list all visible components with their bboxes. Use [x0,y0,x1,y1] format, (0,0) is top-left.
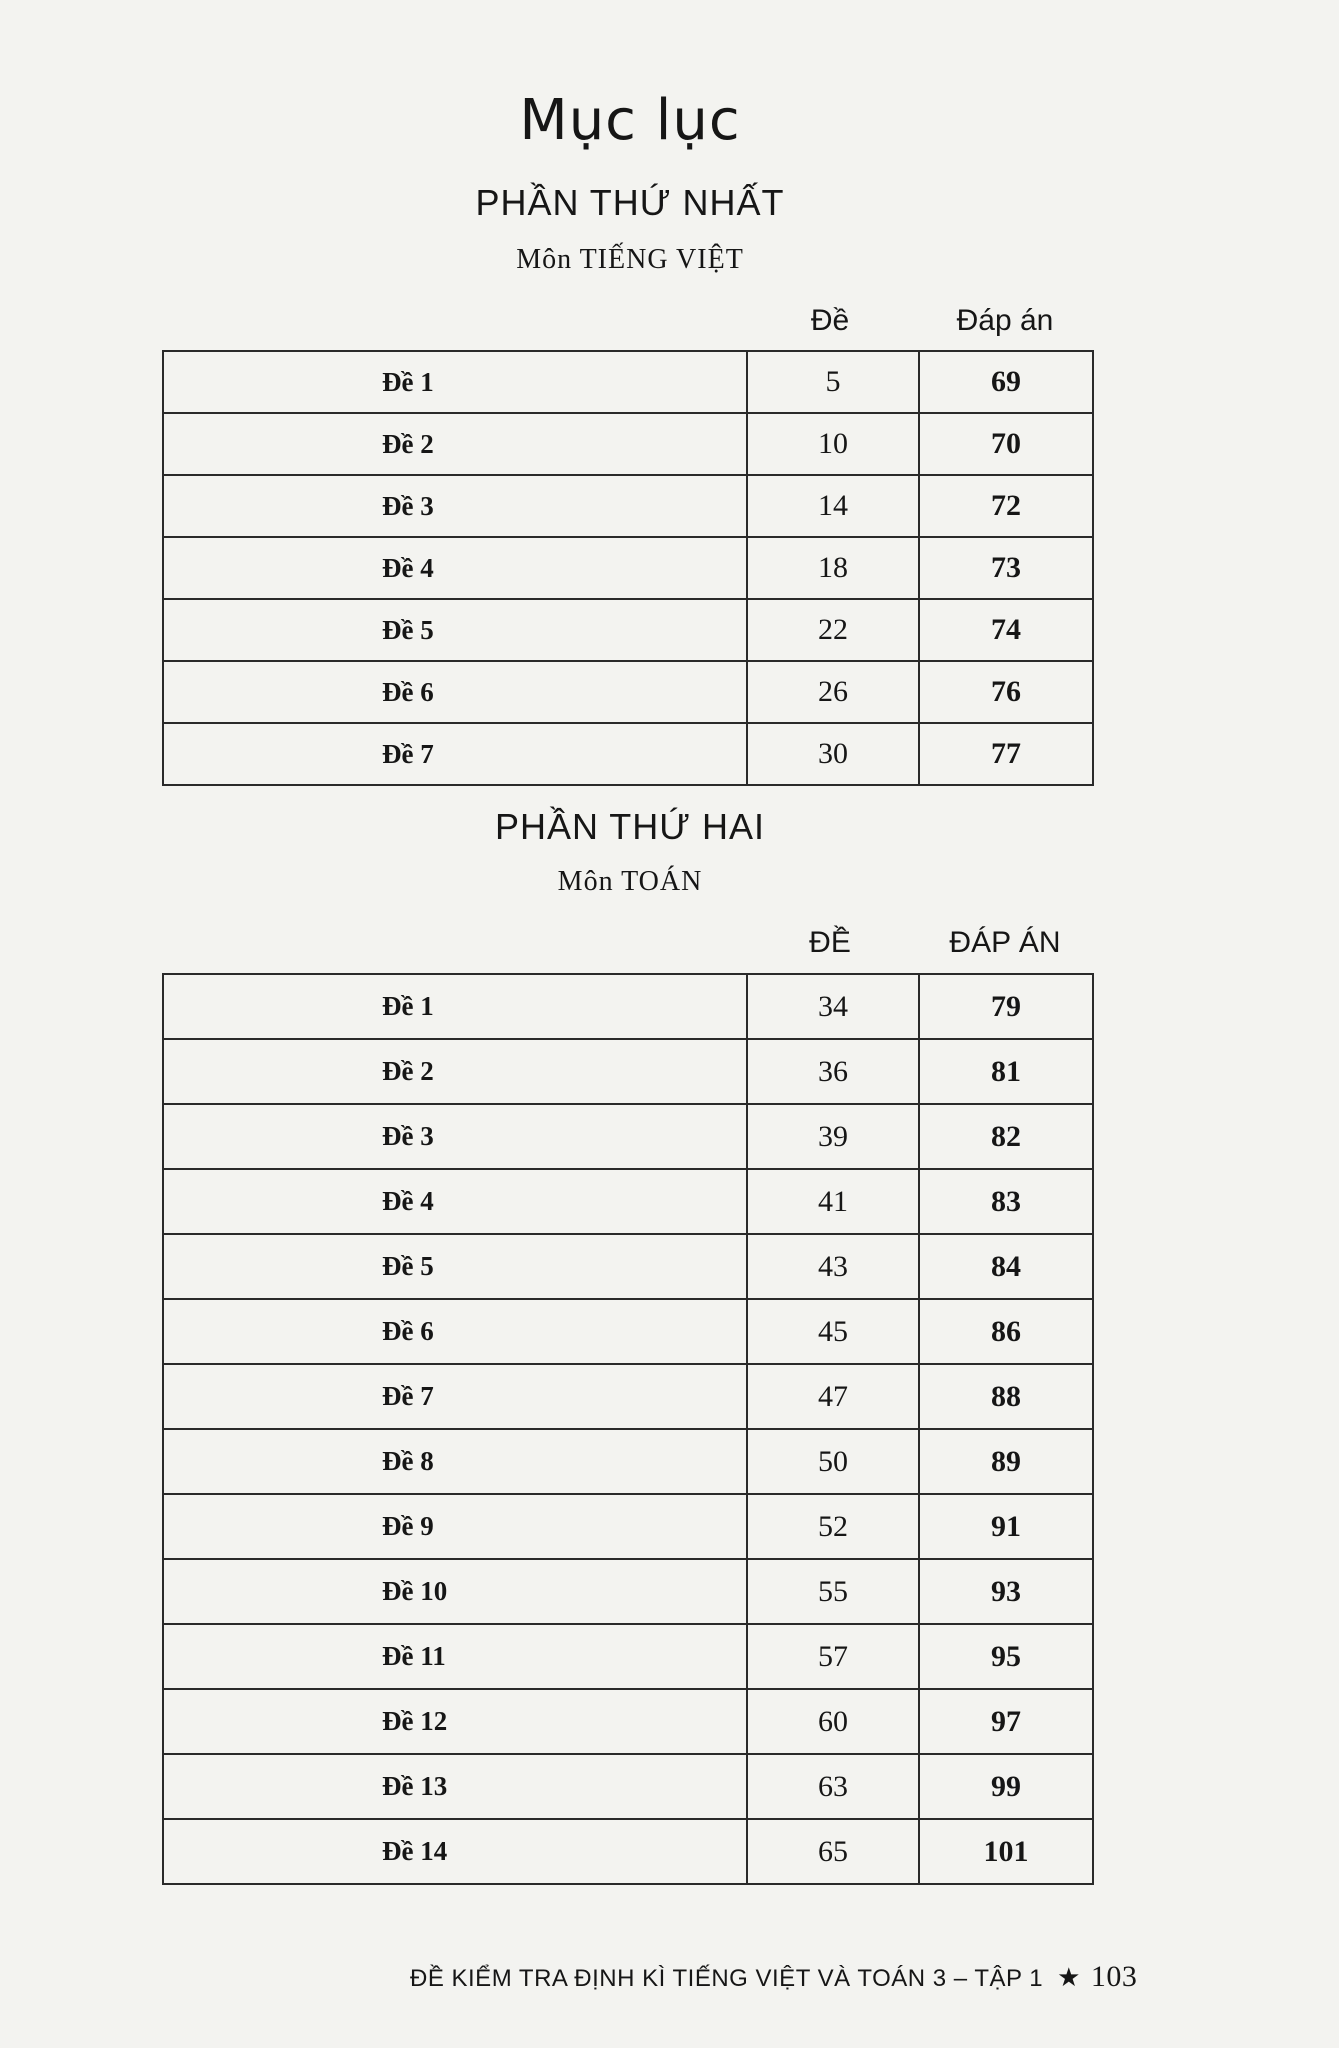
toc-entry-label: Đề 5 [163,599,747,661]
toc-entry-label: Đề 9 [163,1494,747,1559]
toc-entry-label: Đề 6 [163,1299,747,1364]
toc-entry-page: 52 [747,1494,919,1559]
part1-toc-table [162,350,1094,786]
toc-entry-answer-page: 82 [919,1104,1093,1169]
part1-toc-body [163,351,1093,785]
toc-entry-page: 55 [747,1559,919,1624]
toc-entry-answer-page: 89 [919,1429,1093,1494]
toc-entry-answer-page: 76 [919,661,1093,723]
toc-entry-page: 47 [747,1364,919,1429]
toc-row [163,1754,1093,1819]
toc-row [163,723,1093,785]
toc-row [163,974,1093,1039]
toc-entry-label: Đề 14 [163,1819,747,1884]
toc-entry-page: 30 [747,723,919,785]
toc-entry-label: Đề 8 [163,1429,747,1494]
part2-col-de-header: ĐỀ [809,926,851,959]
toc-entry-label: Đề 13 [163,1754,747,1819]
toc-entry-answer-page: 72 [919,475,1093,537]
toc-row [163,413,1093,475]
toc-entry-page: 5 [747,351,919,413]
toc-entry-label: Đề 7 [163,1364,747,1429]
part2-toc-body [163,974,1093,1884]
toc-entry-label: Đề 7 [163,723,747,785]
toc-entry-page: 14 [747,475,919,537]
toc-entry-answer-page: 81 [919,1039,1093,1104]
toc-row [163,1039,1093,1104]
toc-entry-answer-page: 97 [919,1689,1093,1754]
toc-row [163,1429,1093,1494]
footer-book-title: ĐỀ KIỂM TRA ĐỊNH KÌ TIẾNG VIỆT VÀ TOÁN 3 – TẬP 1 [410,1965,1044,1992]
part1-col-de-header: Đề [810,304,850,337]
toc-entry-label: Đề 11 [163,1624,747,1689]
toc-row [163,1494,1093,1559]
toc-entry-answer-page: 99 [919,1754,1093,1819]
toc-entry-page: 57 [747,1624,919,1689]
toc-row [163,1689,1093,1754]
toc-entry-label: Đề 12 [163,1689,747,1754]
toc-entry-answer-page: 69 [919,351,1093,413]
toc-row [163,1559,1093,1624]
part2-heading: PHẦN THỨ HAI [494,806,766,847]
toc-entry-page: 26 [747,661,919,723]
toc-entry-answer-page: 74 [919,599,1093,661]
toc-entry-page: 39 [747,1104,919,1169]
toc-entry-label: Đề 2 [163,1039,747,1104]
toc-row [163,1299,1093,1364]
part1-subject: Môn TIẾNG VIỆT [516,244,744,275]
star-icon: ★ [1057,1962,1081,1992]
toc-row [163,1104,1093,1169]
toc-entry-page: 63 [747,1754,919,1819]
page-footer [410,1960,1190,1994]
toc-entry-page: 22 [747,599,919,661]
toc-row [163,1624,1093,1689]
toc-entry-label: Đề 6 [163,661,747,723]
toc-row [163,1234,1093,1299]
toc-entry-answer-page: 91 [919,1494,1093,1559]
toc-entry-label: Đề 3 [163,1104,747,1169]
toc-entry-label: Đề 4 [163,1169,747,1234]
toc-row [163,1169,1093,1234]
toc-entry-answer-page: 84 [919,1234,1093,1299]
toc-entry-page: 18 [747,537,919,599]
toc-entry-label: Đề 4 [163,537,747,599]
toc-entry-answer-page: 101 [919,1819,1093,1884]
page-title: Mục lục [519,88,741,153]
toc-entry-page: 43 [747,1234,919,1299]
toc-row [163,475,1093,537]
toc-row [163,599,1093,661]
toc-entry-answer-page: 95 [919,1624,1093,1689]
toc-entry-page: 10 [747,413,919,475]
toc-entry-page: 34 [747,974,919,1039]
toc-entry-page: 60 [747,1689,919,1754]
toc-entry-page: 45 [747,1299,919,1364]
toc-entry-label: Đề 1 [163,974,747,1039]
toc-entry-label: Đề 10 [163,1559,747,1624]
toc-entry-page: 65 [747,1819,919,1884]
part2-col-dap-an-header: ĐÁP ÁN [949,926,1061,959]
toc-entry-page: 50 [747,1429,919,1494]
toc-entry-answer-page: 73 [919,537,1093,599]
toc-row [163,351,1093,413]
toc-entry-page: 41 [747,1169,919,1234]
toc-row [163,1819,1093,1884]
toc-entry-answer-page: 86 [919,1299,1093,1364]
toc-entry-label: Đề 2 [163,413,747,475]
part1-heading: PHẦN THỨ NHẤT [475,182,785,223]
toc-entry-label: Đề 3 [163,475,747,537]
toc-entry-answer-page: 83 [919,1169,1093,1234]
page-number: 103 [1090,1960,1138,1993]
toc-row [163,537,1093,599]
part2-toc-table [162,973,1094,1885]
part2-subject: Môn TOÁN [557,866,703,897]
toc-entry-answer-page: 77 [919,723,1093,785]
toc-entry-answer-page: 88 [919,1364,1093,1429]
part1-col-dap-an-header: Đáp án [956,304,1054,337]
toc-entry-answer-page: 93 [919,1559,1093,1624]
toc-entry-page: 36 [747,1039,919,1104]
toc-entry-answer-page: 79 [919,974,1093,1039]
toc-entry-answer-page: 70 [919,413,1093,475]
toc-row [163,1364,1093,1429]
toc-row [163,661,1093,723]
toc-entry-label: Đề 1 [163,351,747,413]
toc-entry-label: Đề 5 [163,1234,747,1299]
